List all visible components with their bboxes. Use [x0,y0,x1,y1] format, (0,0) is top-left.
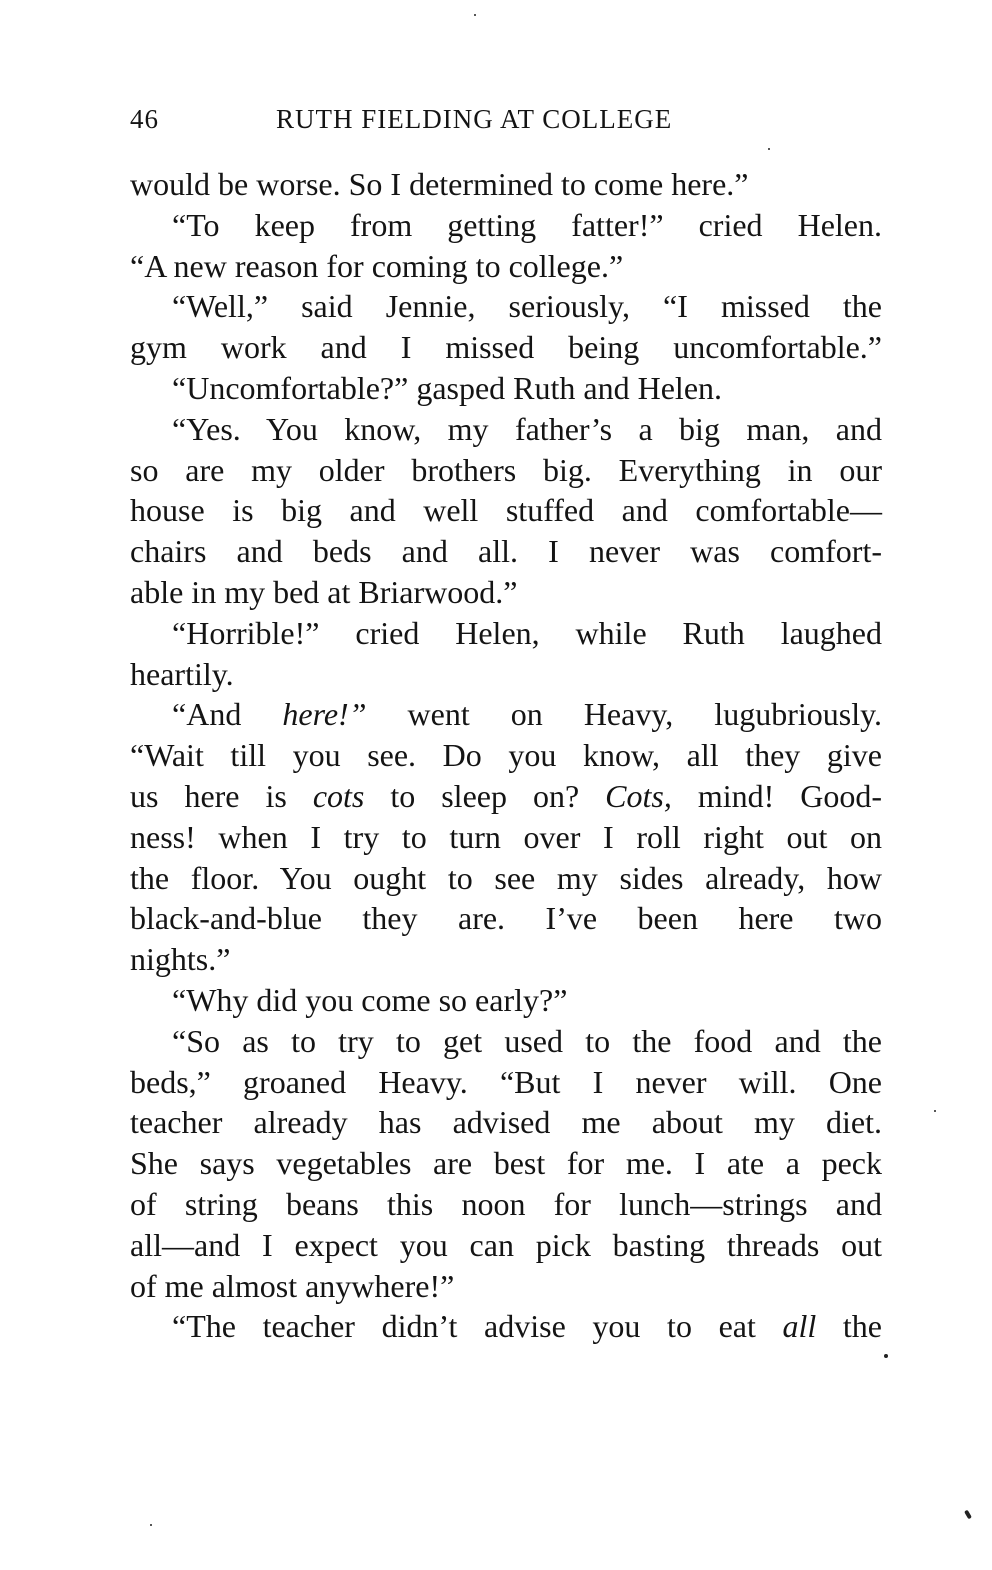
text-line: chairs and beds and all. I never was comfort- [130,533,882,570]
text-line: “A new reason for coming to college.” [130,247,624,284]
text-line: the floor. You ought to see my sides already, how [130,859,882,896]
text-line: “Well,” said Jennie, seriously, “I missed the [172,288,882,325]
running-title: RUTH FIELDING AT COLLEGE [276,104,673,134]
text-line: all—and I expect you can pick basting threads out [130,1226,882,1263]
text-line: beds,” groaned Heavy. “But I never will. One [130,1063,882,1100]
text-line: “So as to try to get used to the food and the [172,1022,882,1059]
text-line: of string beans this noon for lunch—strings and [130,1185,882,1222]
scan-speck [768,148,770,150]
scan-speck [474,14,476,16]
text-segment: to sleep on? [364,777,606,814]
text-line: “Why did you come so early?” [172,981,568,1018]
text-line: gym work and I missed being uncomfortable.” [130,329,882,366]
text-line: black-and-blue they are. I’ve been here two [130,900,882,937]
text-line: so are my older brothers big. Everything in our [130,451,882,488]
text-line: ness! when I try to turn over I roll right out on [130,818,882,855]
text-segment: “And [172,696,283,733]
italic-text: all [782,1308,817,1345]
text-segment: the [816,1308,883,1345]
text-line: able in my bed at Briarwood.” [130,573,518,610]
italic-text: cots [312,777,365,814]
text-line [130,694,882,735]
text-line: heartily. [130,655,234,692]
page-number: 46 [130,104,159,134]
page-header [130,104,882,144]
text-line: She says vegetables are best for me. I ate a peck [130,1145,882,1182]
scan-speck [150,1524,152,1526]
text-line: would be worse. So I determined to come here.” [130,166,749,202]
scan-speck [934,1110,936,1112]
text-line: “Uncomfortable?” gasped Ruth and Helen. [172,369,723,406]
text-line: house is big and well stuffed and comfortable— [130,492,882,529]
italic-text: Cots, [605,777,672,814]
text-line: of me almost anywhere!” [130,1267,455,1304]
scan-speck [964,1510,972,1520]
body-text [130,164,882,1347]
scan-speck [884,1354,888,1358]
text-segment: went on Heavy, lugubriously. [366,696,883,733]
text-line [130,1306,882,1347]
text-line: “Wait till you see. Do you know, all they give [130,737,882,774]
text-segment: mind! Good- [671,777,882,814]
text-segment: “The teacher didn’t advise you to eat [172,1308,783,1345]
text-line: “To keep from getting fatter!” cried Helen. [172,206,882,243]
text-line: “Yes. You know, my father’s a big man, and [172,410,882,447]
text-segment: us here is [130,777,313,814]
text-line: teacher already has advised me about my diet. [130,1104,882,1141]
text-line: nights.” [130,941,231,978]
text-line: “Horrible!” cried Helen, while Ruth laughed [172,614,882,651]
italic-text: here!” [282,696,367,733]
text-line [130,776,882,817]
